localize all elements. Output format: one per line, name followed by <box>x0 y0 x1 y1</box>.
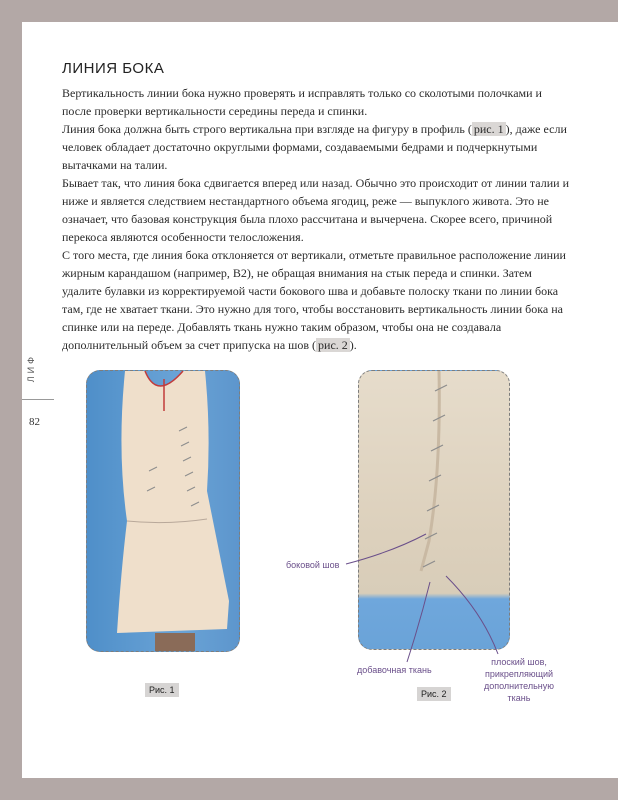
figure-ref-2[interactable]: рис. 2 <box>318 338 348 352</box>
book-page <box>22 22 618 778</box>
page-number: 82 <box>29 416 40 428</box>
chapter-label: ЛИФ <box>26 354 36 383</box>
figure-2-caption: Рис. 2 <box>417 687 451 701</box>
section-title: ЛИНИЯ БОКА <box>62 60 165 77</box>
callout-flat-seam: плоский шов, прикрепляющий дополнительную ткань <box>483 657 555 703</box>
callout-added-fabric: добавочная ткань <box>357 665 432 675</box>
figure-1-caption: Рис. 1 <box>145 683 179 697</box>
dress-form-illustration <box>87 371 239 651</box>
paragraph-3: Бывает так, что линия бока сдвигается вперед или назад. Обычно это происходит от линии талии и ниже и является следствием нестандартного объема ягодиц, реже — выпуклого живота. Это не означает, что базовая конструкция была плохо рассчитана и вычерчена. Скорее всего, причиной перекоса являются особенности телосложения. <box>62 176 569 244</box>
figure-1-photo <box>86 370 240 652</box>
paragraph-4: С того места, где линия бока отклоняется от вертикали, отметьте правильное расположение линии жирным карандашом (например, B2), не обращая внимания на стык переда и спинки. Затем удалите булавки из корректируемой части бокового шва и добавьте полоску ткани по линии бока там, где не хватает ткани. Это нужно для того, чтобы восстановить вертикальность линии бока на спинке или на переде. Добавлять ткань нужно таким образом, чтобы она не создавала дополнительный объем за счет припуска на шов ( рис. 2 ). <box>62 248 566 352</box>
paragraph-1: Вертикальность линии бока нужно проверять и исправлять только со сколотыми полочками и после проверки вертикальности середины переда и спинки. <box>62 86 542 118</box>
side-seam-closeup <box>359 371 509 649</box>
callout-side-seam: боковой шов <box>286 560 340 570</box>
figure-2-photo <box>358 370 510 650</box>
paragraph-2: Линия бока должна быть строго вертикальна при взгляде на фигуру в профиль ( рис. 1 ), даже если человек обладает достаточно округлыми формами, создаваемыми бедрами и подчеркнутыми вытачками на талии. <box>62 122 567 172</box>
body-text <box>62 84 572 354</box>
margin-divider <box>22 399 54 400</box>
figure-ref-1[interactable]: рис. 1 <box>473 122 504 136</box>
